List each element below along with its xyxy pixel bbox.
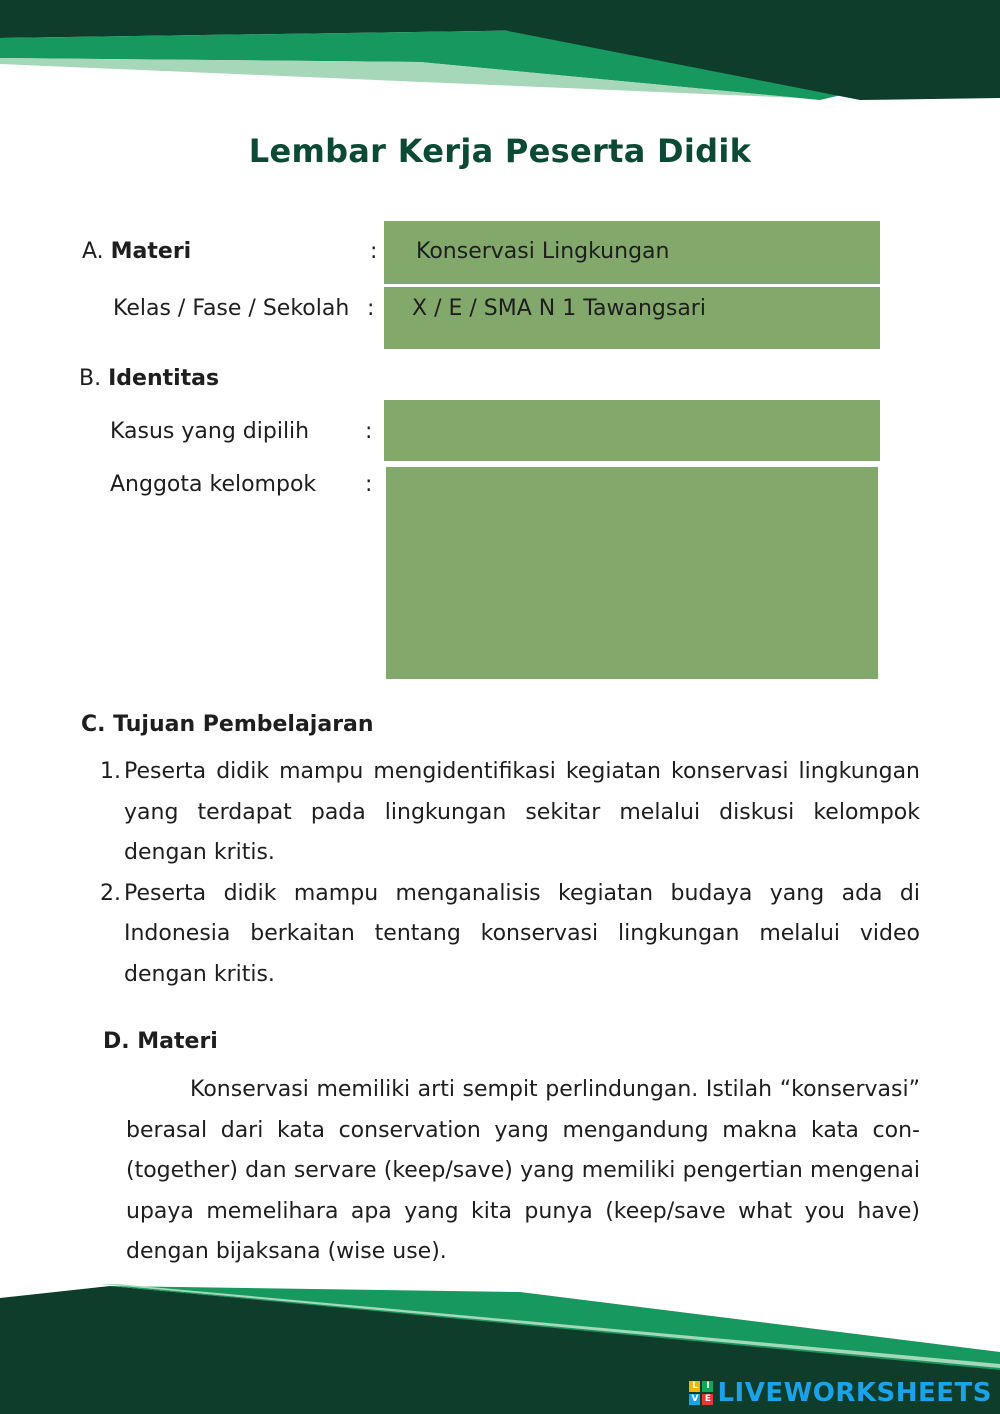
section-a-letter: A.: [82, 239, 104, 264]
section-a-label: [82, 237, 191, 267]
logo-text: LIVEWORKSHEETS: [717, 1378, 992, 1408]
list-item: [100, 752, 920, 874]
list-item: [100, 874, 920, 996]
list-number: 1.: [100, 759, 121, 784]
logo-grid-letter: E: [702, 1394, 713, 1405]
members-label: Anggota kelompok: [110, 472, 317, 497]
logo-grid-letter: L: [689, 1381, 700, 1392]
section-b-letter: B.: [79, 366, 102, 391]
class-value: X / E / SMA N 1 Tawangsari: [412, 296, 706, 321]
logo-grid-icon: [689, 1381, 713, 1405]
colon: :: [365, 419, 373, 444]
colon: :: [367, 296, 375, 321]
objectives-list: [100, 752, 920, 995]
section-c-heading: C. Tujuan Pembelajaran: [81, 712, 374, 737]
colon: :: [370, 239, 378, 264]
section-b-title: Identitas: [108, 366, 220, 391]
case-field[interactable]: [384, 400, 880, 461]
logo-grid-letter: I: [702, 1381, 713, 1392]
page-title: Lembar Kerja Peserta Didik: [248, 132, 752, 170]
case-label: Kasus yang dipilih: [110, 419, 310, 444]
liveworksheets-logo: [689, 1378, 992, 1408]
materi-paragraph: Konservasi memiliki arti sempit perlindungan. Istilah “konservasi” berasal dari kata conservation yang mengandung makna kata con- (together) dan servare (keep/save) yang memiliki pengertian mengenai upaya memelihara apa yang kita punya (keep/save what you have) dengan bijaksana (wise use).: [126, 1077, 920, 1264]
section-a-title: Materi: [110, 239, 192, 264]
top-decorative-band: [0, 0, 1000, 110]
section-d-heading: D. Materi: [103, 1029, 218, 1054]
list-text: Peserta didik mampu menganalisis kegiatan budaya yang ada di Indonesia berkaitan tentang konservasi lingkungan melalui video dengan kritis.: [124, 880, 920, 987]
members-field[interactable]: [386, 467, 878, 679]
list-number: 2.: [100, 880, 121, 906]
list-text: Peserta didik mampu mengidentifikasi kegiatan konservasi lingkungan yang terdapat pada lingkungan sekitar melalui diskusi kelompok dengan kritis.: [124, 759, 920, 865]
class-label: Kelas / Fase / Sekolah: [113, 296, 350, 321]
logo-grid-letter: V: [689, 1394, 700, 1405]
materi-value: Konservasi Lingkungan: [416, 239, 670, 264]
section-b-label: [79, 364, 219, 394]
colon: :: [365, 472, 373, 497]
